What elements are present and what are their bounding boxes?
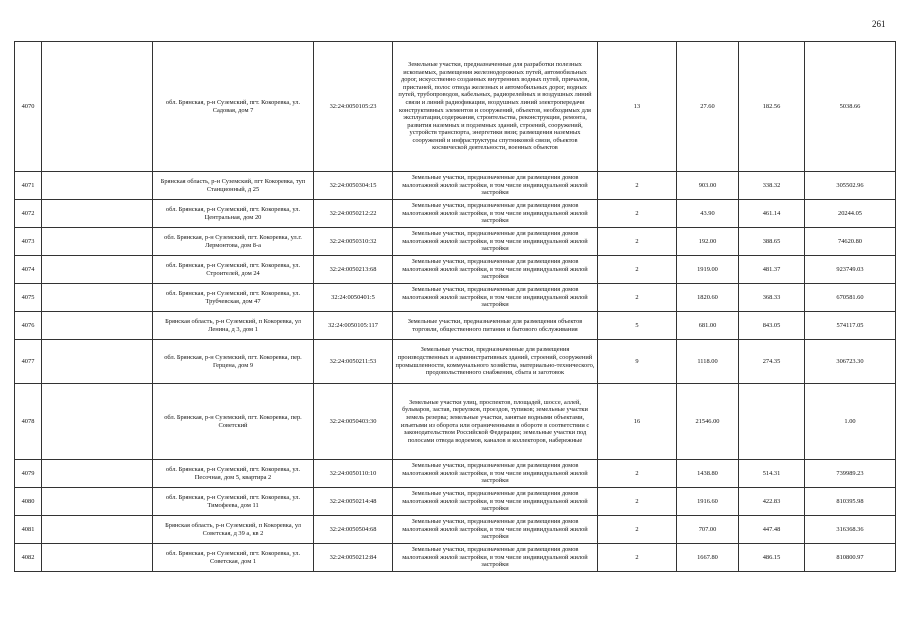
specific-value-cell: 843.05 xyxy=(739,312,805,340)
address-cell: обл. Брянская, р-н Суземский, пгт. Кокоревка, ул. Песочная, дом 5, квартира 2 xyxy=(153,460,314,488)
address-cell: обл. Брянская, р-н Суземский, пгт. Кокоревка, ул. Садовая, дом 7 xyxy=(153,42,314,172)
row-number: 4082 xyxy=(15,544,42,572)
area-cell: 1667.80 xyxy=(677,544,739,572)
row-number: 4072 xyxy=(15,200,42,228)
cadastral-number-cell: 32:24:0050401:5 xyxy=(314,284,393,312)
group-cell: 2 xyxy=(598,516,677,544)
row-number: 4080 xyxy=(15,488,42,516)
table-row xyxy=(15,172,896,200)
empty-cell xyxy=(42,516,153,544)
row-number: 4078 xyxy=(15,384,42,460)
land-use-cell: Земельные участки, предназначенные для размещения домов малоэтажной жилой застройки, в том числе индивидуальной жилой застройки xyxy=(393,284,598,312)
land-use-cell: Земельные участки, предназначенные для разработки полезных ископаемых, размещения железнодорожных путей, автомобильных дорог, искусственно созданных внутренних водных путей, причалов, пристаней, полос отвода железных и автомобильных дорог, водных путей, трубопроводов, кабельных, радиорелейных и воздушных линий связи и линий радиофикации, воздушных линий электропередачи конструктивных элементов и сооружений, объектов, необходимых для эксплуатации,содержания, строительства, реконструкции, ремонта, развития наземных и подземных зданий, строений, сооружений, устройств транспорта, энергетики вязи; размещения наземных сооружений и инфраструктуры спутниковой связи, объектов космической деятельности, военных объектов xyxy=(393,42,598,172)
area-cell: 1820.60 xyxy=(677,284,739,312)
address-cell: обл. Брянская, р-н Суземский, пгт. Кокоревка, ул. Тимофеева, дом 11 xyxy=(153,488,314,516)
table-row xyxy=(15,384,896,460)
specific-value-cell: 368.33 xyxy=(739,284,805,312)
cadastral-number-cell: 32:24:0050212:22 xyxy=(314,200,393,228)
cadastral-value-cell: 1.00 xyxy=(805,384,896,460)
empty-cell xyxy=(42,172,153,200)
land-use-cell: Земельные участки, предназначенные для размещения домов малоэтажной жилой застройки, в том числе индивидуальной жилой застройки xyxy=(393,228,598,256)
empty-cell xyxy=(42,200,153,228)
specific-value-cell xyxy=(739,384,805,460)
specific-value-cell: 274.35 xyxy=(739,340,805,384)
cadastral-number-cell: 32:24:0050110:10 xyxy=(314,460,393,488)
cadastral-number-cell: 32:24:0050504:68 xyxy=(314,516,393,544)
empty-cell xyxy=(42,488,153,516)
row-number: 4077 xyxy=(15,340,42,384)
table-row xyxy=(15,312,896,340)
address-cell: обл. Брянская, р-н Суземский, пгт. Кокоревка, ул. Трубчевская, дом 47 xyxy=(153,284,314,312)
cadastral-value-cell: 810800.97 xyxy=(805,544,896,572)
group-cell: 2 xyxy=(598,284,677,312)
group-cell: 2 xyxy=(598,488,677,516)
area-cell: 1438.80 xyxy=(677,460,739,488)
empty-cell xyxy=(42,384,153,460)
land-use-cell: Земельные участки, предназначенные для размещения домов малоэтажной жилой застройки, в том числе индивидуальной жилой застройки xyxy=(393,488,598,516)
address-cell: Брянская область, р-н Суземский, пгт Кокоревка, туп Станционный, д 25 xyxy=(153,172,314,200)
empty-cell xyxy=(42,340,153,384)
table-row xyxy=(15,340,896,384)
cadastral-value-cell: 74620.80 xyxy=(805,228,896,256)
cadastral-number-cell: 32:24:0050213:68 xyxy=(314,256,393,284)
address-cell: обл. Брянская, р-н Суземский, пгт. Кокоревка, ул.г. Лермонтова, дом 8-а xyxy=(153,228,314,256)
group-cell: 13 xyxy=(598,42,677,172)
empty-cell xyxy=(42,228,153,256)
table-row xyxy=(15,284,896,312)
land-use-cell: Земельные участки, предназначенные для размещения домов малоэтажной жилой застройки, в том числе индивидуальной жилой застройки xyxy=(393,200,598,228)
address-cell: Брянская область, р-н Суземский, п Кокоревка, ул Советская, д 39 а, кв 2 xyxy=(153,516,314,544)
area-cell: 21546.00 xyxy=(677,384,739,460)
cadastral-number-cell: 32:24:0050105:117 xyxy=(314,312,393,340)
land-use-cell: Земельные участки, предназначенные для размещения производственных и административных зданий, строений, сооружений промышленности, коммунального хозяйства, материально-технического, продовольственного снабжения, сбыта и заготовок xyxy=(393,340,598,384)
specific-value-cell: 481.37 xyxy=(739,256,805,284)
cadastral-value-cell: 305502.96 xyxy=(805,172,896,200)
cadastral-number-cell: 32:24:0050105:23 xyxy=(314,42,393,172)
area-cell: 1916.60 xyxy=(677,488,739,516)
specific-value-cell: 338.32 xyxy=(739,172,805,200)
address-cell: обл. Брянская, р-н Суземский, пгт. Кокоревка, пер. Герцена, дом 9 xyxy=(153,340,314,384)
specific-value-cell: 461.14 xyxy=(739,200,805,228)
land-register-table xyxy=(14,41,896,572)
area-cell: 681.00 xyxy=(677,312,739,340)
empty-cell xyxy=(42,284,153,312)
specific-value-cell: 514.31 xyxy=(739,460,805,488)
area-cell: 707.00 xyxy=(677,516,739,544)
empty-cell xyxy=(42,42,153,172)
group-cell: 5 xyxy=(598,312,677,340)
row-number: 4074 xyxy=(15,256,42,284)
area-cell: 1118.00 xyxy=(677,340,739,384)
row-number: 4076 xyxy=(15,312,42,340)
table-row xyxy=(15,200,896,228)
specific-value-cell: 422.83 xyxy=(739,488,805,516)
land-use-cell: Земельные участки, предназначенные для размещения объектов торговли, общественного питания и бытового обслуживания xyxy=(393,312,598,340)
land-use-cell: Земельные участки, предназначенные для размещения домов малоэтажной жилой застройки, в том числе индивидуальной жилой застройки xyxy=(393,460,598,488)
group-cell: 2 xyxy=(598,200,677,228)
area-cell: 27.60 xyxy=(677,42,739,172)
land-use-cell: Земельные участки, предназначенные для размещения домов малоэтажной жилой застройки, в том числе индивидуальной жилой застройки xyxy=(393,256,598,284)
cadastral-number-cell: 32:24:0050310:32 xyxy=(314,228,393,256)
cadastral-value-cell: 5038.66 xyxy=(805,42,896,172)
address-cell: обл. Брянская, р-н Суземский, пгт. Кокоревка, ул. Центральная, дом 20 xyxy=(153,200,314,228)
cadastral-number-cell: 32:24:0050403:30 xyxy=(314,384,393,460)
table-row xyxy=(15,42,896,172)
empty-cell xyxy=(42,544,153,572)
cadastral-value-cell: 810395.98 xyxy=(805,488,896,516)
cadastral-number-cell: 32:24:0050214:48 xyxy=(314,488,393,516)
group-cell: 2 xyxy=(598,460,677,488)
table-row xyxy=(15,544,896,572)
row-number: 4075 xyxy=(15,284,42,312)
row-number: 4070 xyxy=(15,42,42,172)
row-number: 4073 xyxy=(15,228,42,256)
specific-value-cell: 447.48 xyxy=(739,516,805,544)
row-number: 4071 xyxy=(15,172,42,200)
group-cell: 2 xyxy=(598,228,677,256)
cadastral-value-cell: 20244.05 xyxy=(805,200,896,228)
specific-value-cell: 486.15 xyxy=(739,544,805,572)
page-number: 261 xyxy=(872,19,886,29)
group-cell: 2 xyxy=(598,544,677,572)
area-cell: 1919.00 xyxy=(677,256,739,284)
group-cell: 16 xyxy=(598,384,677,460)
land-use-cell: Земельные участки, предназначенные для размещения домов малоэтажной жилой застройки, в том числе индивидуальной жилой застройки xyxy=(393,172,598,200)
row-number: 4079 xyxy=(15,460,42,488)
empty-cell xyxy=(42,460,153,488)
address-cell: обл. Брянская, р-н Суземский, пгт. Кокоревка, ул. Строителей, дом 24 xyxy=(153,256,314,284)
cadastral-value-cell: 306723.30 xyxy=(805,340,896,384)
cadastral-value-cell: 923749.03 xyxy=(805,256,896,284)
cadastral-value-cell: 670581.60 xyxy=(805,284,896,312)
area-cell: 903.00 xyxy=(677,172,739,200)
land-use-cell: Земельные участки улиц, проспектов, площадей, шоссе, аллей, бульваров, застав, переулков, проездов, тупиков; земельные участки земель резерва; земельные участки, занятые водными объектами, изъятыми из оборота или ограниченными в обороте в соответствии с законодательством Российской Федерации; земельные участки под полосами отвода водоемов, каналов и коллекторов, набережные xyxy=(393,384,598,460)
cadastral-value-cell: 574117.05 xyxy=(805,312,896,340)
address-cell: обл. Брянская, р-н Суземский, пгт. Кокоревка, пер. Советский xyxy=(153,384,314,460)
table-row xyxy=(15,256,896,284)
address-cell: обл. Брянская, р-н Суземский, пгт. Кокоревка, ул. Советская, дом 1 xyxy=(153,544,314,572)
row-number: 4081 xyxy=(15,516,42,544)
group-cell: 2 xyxy=(598,172,677,200)
address-cell: Брянская область, р-н Суземский, п Кокоревка, ул Ленина, д 3, дом 1 xyxy=(153,312,314,340)
cadastral-value-cell: 739989.23 xyxy=(805,460,896,488)
table-row xyxy=(15,228,896,256)
land-use-cell: Земельные участки, предназначенные для размещения домов малоэтажной жилой застройки, в том числе индивидуальной жилой застройки xyxy=(393,544,598,572)
cadastral-number-cell: 32:24:0050304:15 xyxy=(314,172,393,200)
group-cell: 2 xyxy=(598,256,677,284)
table-row xyxy=(15,516,896,544)
cadastral-number-cell: 32:24:0050212:84 xyxy=(314,544,393,572)
table-row xyxy=(15,460,896,488)
cadastral-number-cell: 32:24:0050211:53 xyxy=(314,340,393,384)
empty-cell xyxy=(42,312,153,340)
specific-value-cell: 182.56 xyxy=(739,42,805,172)
table-row xyxy=(15,488,896,516)
group-cell: 9 xyxy=(598,340,677,384)
land-use-cell: Земельные участки, предназначенные для размещения домов малоэтажной жилой застройки, в том числе индивидуальной жилой застройки xyxy=(393,516,598,544)
cadastral-value-cell: 316368.36 xyxy=(805,516,896,544)
specific-value-cell: 388.65 xyxy=(739,228,805,256)
area-cell: 43.90 xyxy=(677,200,739,228)
empty-cell xyxy=(42,256,153,284)
area-cell: 192.00 xyxy=(677,228,739,256)
